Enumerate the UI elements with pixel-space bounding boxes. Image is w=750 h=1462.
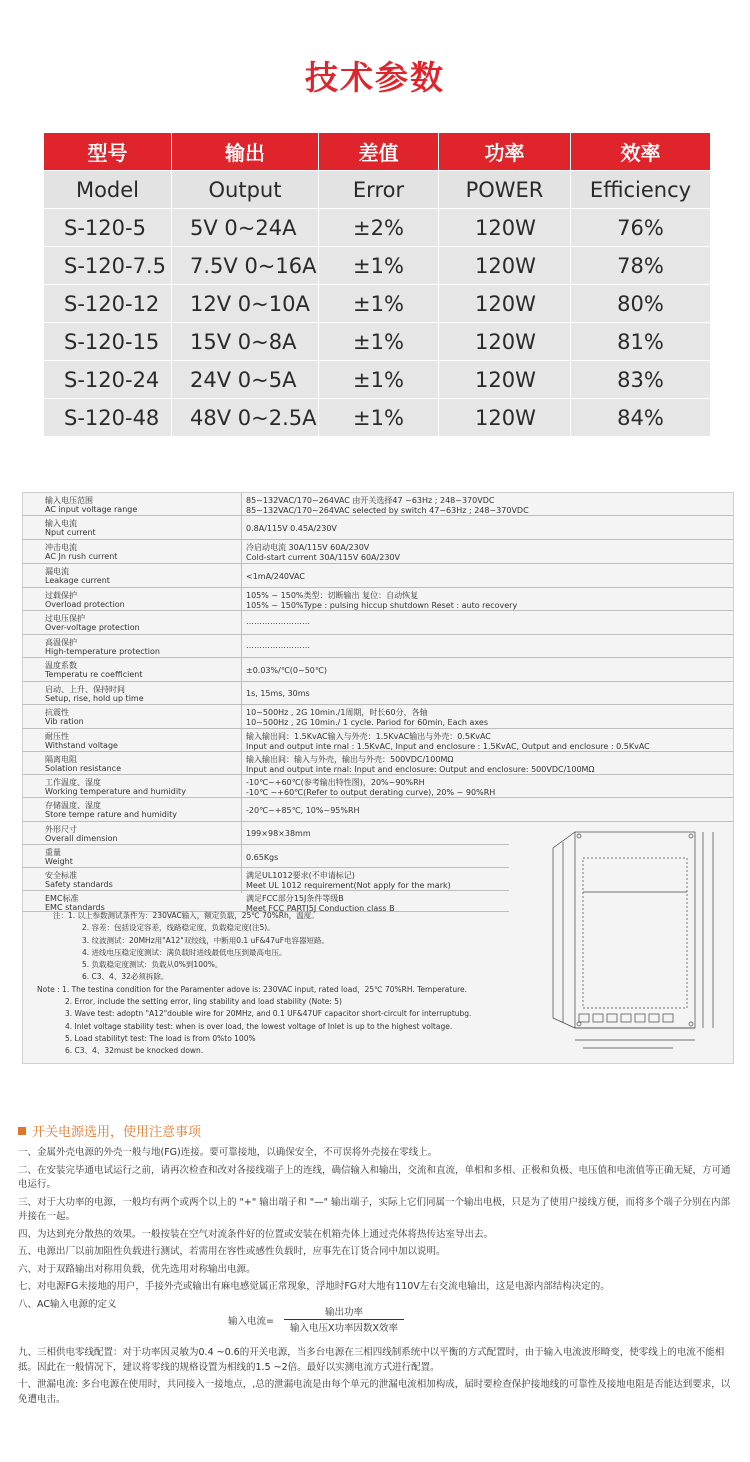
header-cell: Efficiency: [571, 171, 711, 209]
note-line: 6. C3、4、32必须拆除。: [82, 972, 169, 982]
power-cell: 120W: [439, 323, 571, 361]
formula-denominator: 输入电压X功率因数X效率: [289, 1323, 399, 1334]
note-line: 5. Load stabilityt test: The load is from 0%to 100%: [65, 1033, 256, 1043]
spec-value: -10℃~+60℃(参考输出特性图)，20%~90%RH -10℃ ~+60℃(Refer to output derating curve), 20% ~ 90%RH: [246, 778, 496, 797]
guide-item: 九、三相供电零线配置：对于功率因灵敏为0.4 ~0.6的开关电源，当多台电源在三相四线制系统中以平衡的方式配置时，由于输入电流波形畸变，使零线上的电流不能相抵。因此在一般情况下，建议将零线的规格设置为相线的1.5 ~2倍。最好以实测电流方式进行配置。: [18, 1347, 725, 1373]
header-cell: 效率: [571, 133, 711, 171]
efficiency-cell: 76%: [571, 209, 711, 247]
output-cell: 15V 0~8A: [172, 323, 319, 361]
spec-label: 启动、上升、保持时间 Setup, rise, hold up time: [45, 685, 144, 703]
table-header-en: [44, 171, 711, 209]
table-row: [44, 209, 711, 247]
model-cell: S-120-48: [44, 399, 172, 437]
guide-item: 七、对电源FG未接地的用户，手接外壳或输出有麻电感觉属正常现象，浮地时FG对大地有110V左右交流电输出，这是电源内部结构决定的。: [18, 1281, 610, 1292]
header-cell: 型号: [44, 133, 172, 171]
spec-label: 输入电流 Nput current: [45, 519, 96, 537]
spec-value: 输入输出间：输入与外壳，输出与外壳：500VDC/100MΩ Input and output inte rnal: Input and enclosure: Output and enclosure: 500VDC/100MΩ: [246, 755, 595, 774]
spec-row: [23, 822, 509, 845]
model-cell: S-120-5: [44, 209, 172, 247]
model-cell: S-120-12: [44, 285, 172, 323]
output-cell: 48V 0~2.5A: [172, 399, 319, 437]
guide-item: 二、在安装完毕通电试运行之前，请再次检查和改对各接线端子上的连线，确信输入和输出，交流和直流，单相和多相、正极和负极、电压值和电流值等正确无疑，方可通电运行。: [18, 1164, 731, 1190]
efficiency-cell: 81%: [571, 323, 711, 361]
guide-item: 六、对于双路输出对称用负载，优先选用对称输出电源。: [18, 1263, 256, 1275]
error-cell: ±1%: [319, 247, 439, 285]
spec-label: 重量 Weight: [45, 848, 73, 866]
spec-row: [23, 752, 733, 775]
spec-value: 0.65Kgs: [246, 853, 279, 862]
table-row: [44, 247, 711, 285]
note-line: 4. Inlet voltage stability test: when is over load, the lowest voltage of Inlet is up to the highest voltage.: [65, 1021, 453, 1031]
power-cell: 120W: [439, 399, 571, 437]
efficiency-cell: 83%: [571, 361, 711, 399]
spec-row: [23, 845, 509, 868]
spec-label: 高温保护 High-temperature protection: [45, 638, 160, 656]
efficiency-cell: 80%: [571, 285, 711, 323]
spec-value: 105% ~ 150%类型：切断输出 复位：自动恢复 105% ~ 150%Type : pulsing hiccup shutdown Reset : auto recovery: [246, 591, 518, 610]
spec-value: 1s, 15ms, 30ms: [246, 689, 310, 698]
spec-row: [23, 729, 733, 752]
spec-row: [23, 682, 733, 705]
spec-row: [23, 705, 733, 729]
output-cell: 12V 0~10A: [172, 285, 319, 323]
spec-value: <1mA/240VAC: [246, 572, 305, 581]
spec-row: [23, 635, 733, 658]
spec-value: ……………………: [246, 641, 310, 650]
power-cell: 120W: [439, 209, 571, 247]
power-cell: 120W: [439, 361, 571, 399]
spec-label: 温度系数 Temperatu re coefficient: [45, 661, 143, 679]
model-cell: S-120-24: [44, 361, 172, 399]
spec-label: 输入电压范围 AC input voltage range: [45, 496, 138, 514]
guide-item: 一、金属外壳电源的外壳一般与地(FG)连接。要可靠接地，以确保安全，不可误将外壳接在零线上。: [18, 1147, 438, 1158]
table-row: [44, 361, 711, 399]
spec-label: 工作温度、湿度 Working temperature and humidity: [45, 778, 186, 796]
efficiency-cell: 84%: [571, 399, 711, 437]
spec-label: 耐压性 Withstand voltage: [45, 732, 118, 750]
spec-value: -20℃~+85℃, 10%~95%RH: [246, 806, 360, 815]
test-notes: [37, 910, 517, 1058]
usage-guide-continued: [18, 1346, 732, 1410]
note-line: 5. 负载稳定度测试：负载从0%到100%。: [82, 960, 223, 970]
output-cell: 7.5V 0~16A: [172, 247, 319, 285]
spec-value: 199×98×38mm: [246, 829, 311, 838]
error-cell: ±1%: [319, 323, 439, 361]
error-cell: ±1%: [319, 285, 439, 323]
spec-label: 冲击电流 AC Jn rush current: [45, 543, 118, 561]
spec-label: 过载保护 Overload protection: [45, 591, 125, 609]
note-line: 3. Wave test: adoptn "A12"double wire for 20MHz, and 0.1 UF&47UF capacitor short-circult for interruptubg.: [65, 1009, 472, 1019]
spec-row: [23, 775, 733, 798]
power-cell: 120W: [439, 285, 571, 323]
spec-label: 隔离电阻 Solation resistance: [45, 755, 121, 773]
spec-label: 外形尺寸 Overall dimension: [45, 825, 118, 843]
error-cell: ±1%: [319, 399, 439, 437]
spec-summary-table: [43, 132, 711, 437]
formula-fraction: [284, 1304, 404, 1334]
bullet-square-icon: [18, 1127, 26, 1135]
header-cell: Model: [44, 171, 172, 209]
error-cell: ±1%: [319, 361, 439, 399]
table-header-cn: [44, 133, 711, 171]
spec-row: [23, 868, 509, 891]
table-row: [44, 323, 711, 361]
spec-row: [23, 493, 733, 516]
spec-row: [23, 611, 733, 635]
page-title: 技术参数: [305, 58, 445, 97]
formula-lhs: 输入电流=: [228, 1316, 274, 1327]
spec-value: 满足UL1012要求(不申请标记) Meet UL 1012 requirement(Not apply for the mark): [246, 871, 451, 890]
output-cell: 24V 0~5A: [172, 361, 319, 399]
spec-label: 安全标准 Safety standards: [45, 871, 113, 889]
error-cell: ±2%: [319, 209, 439, 247]
model-cell: S-120-15: [44, 323, 172, 361]
guide-item: 八、AC输入电源的定义: [18, 1298, 117, 1310]
efficiency-cell: 78%: [571, 247, 711, 285]
note-line: 2. Error, include the setting error, Iing stability and load stability (Note: 5): [65, 997, 342, 1007]
spec-row: [23, 658, 733, 682]
table-row: [44, 399, 711, 437]
guide-item: 四、为达到充分散热的效果。一般按装在空气对流条件好的位置或安装在机箱壳体上通过壳体将热传达室导出去。: [18, 1228, 494, 1240]
output-cell: 5V 0~24A: [172, 209, 319, 247]
table-row: [44, 285, 711, 323]
section-title: 开关电源选用，使用注意事项: [18, 1121, 201, 1140]
spec-value: 冷启动电流 30A/115V 60A/230V Cold-start current 30A/115V 60A/230V: [246, 543, 400, 562]
note-line: Note : 1. The testina condition for the Paramenter adove is: 230VAC input, rated load，25℃ 70%RH. Temperature.: [37, 984, 467, 994]
guide-item: 十、泄漏电流: 多台电源在使用时，共同接入一接地点，,总的泄漏电流是由每个单元的泄漏电流相加构成，届时要检查保护接地线的可靠性及接地电阻是否能达到要求，以免遭电击。: [18, 1379, 731, 1405]
spec-value: 10~500Hz , 2G 10min./1周期，时长60分，各轴 10~500Hz , 2G 10min./ 1 cycle. Pariod for 60min, Each axes: [246, 708, 489, 727]
header-cell: Error: [319, 171, 439, 209]
note-line: 4. 进线电压稳定度测试：满负载时进线最低电压到最高电压。: [82, 947, 287, 957]
header-cell: POWER: [439, 171, 571, 209]
spec-row: [23, 588, 733, 611]
spec-label: 漏电流 Leakage current: [45, 567, 110, 585]
header-cell: Output: [172, 171, 319, 209]
spec-label: 过电压保护 Over-voltage protection: [45, 614, 140, 632]
spec-value: ±0.03%/℃(0~50℃): [246, 666, 327, 675]
note-line: 6. C3、4、32must be knocked down.: [65, 1046, 204, 1056]
spec-value: 0.8A/115V 0.45A/230V: [246, 524, 337, 533]
spec-row: [23, 891, 509, 912]
dimension-drawing: [523, 818, 723, 1058]
note-line: 3. 纹波测试：20MHz用"A12"双绞线，中断用0.1 uF&47uF电容器短路。: [82, 935, 330, 945]
spec-value: 满足FCC部分15J条件等级B Meet FCC PARTI5J Conduction class B: [246, 894, 395, 913]
header-cell: 差值: [319, 133, 439, 171]
spec-label: EMC标准 EMC standards: [45, 894, 105, 912]
spec-row: [23, 540, 733, 564]
note-line: 2. 容差：包括设定容差，线路稳定度，负载稳定度(注5)。: [82, 923, 275, 933]
guide-item: 五、电源出厂以前加阻性负载进行测试，若需用在容性或感性负载时，应事先在订货合同中加以说明。: [18, 1246, 446, 1257]
spec-value: ……………………: [246, 617, 310, 626]
formula-numerator: 输出功率: [284, 1304, 404, 1320]
spec-value: 85~132VAC/170~264VAC 由开关选择47 ~63Hz ; 248~370VDC 85~132VAC/170~264VAC selected by switch 47~63Hz ; 248~370VDC: [246, 496, 529, 515]
spec-label: 存储温度、湿度 Store tempe rature and humidity: [45, 801, 177, 819]
spec-row: [23, 516, 733, 540]
usage-guide: [18, 1146, 732, 1315]
spec-row: [23, 564, 733, 588]
header-cell: 输出: [172, 133, 319, 171]
model-cell: S-120-7.5: [44, 247, 172, 285]
spec-sheet: [22, 492, 734, 1064]
note-line: 注：1. 以上参数测试条件为：230VAC输入，额定负载，25℃ 70%Rh，温度。: [53, 911, 319, 920]
spec-label: 抗震性 Vib ration: [45, 708, 84, 726]
header-cell: 功率: [439, 133, 571, 171]
spec-value: 输入输出间：1.5KvAC输入与外壳：1.5KvAC输出与外壳：0.5KvAC Input and output inte rnal : 1.5KvAC, Input and enclosure : 1.5KvAC, Output and enclosure : 0.5KvAC: [246, 732, 650, 751]
power-cell: 120W: [439, 247, 571, 285]
guide-item: 三、对于大功率的电源，一般均有两个或两个以上的 "+" 输出端子和 "—" 输出端子，实际上它们同属一个输出电极，只是为了使用户接线方便，而将多个端子分别在内部并接在一起。: [18, 1196, 731, 1222]
